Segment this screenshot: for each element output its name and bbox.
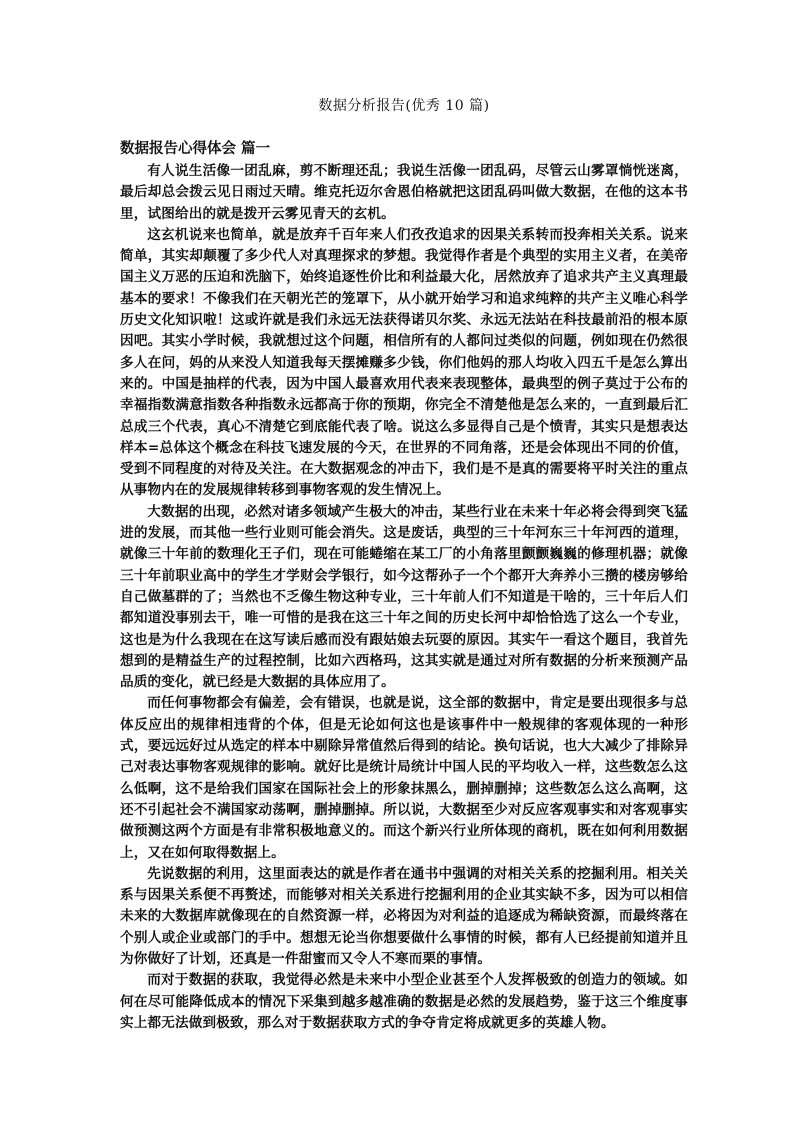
- document-page: [120, 96, 688, 1034]
- paragraph-4: 而任何事物都会有偏差，会有错误，也就是说，这全部的数据中，肯定是要出现很多与总体反应出的规律相违背的个体，但是无论如何这也是该事件中一般规律的客观体现的一种形式，要远远好过从选定的样本中剔除异常值然后得到的结论。换句话说，也大大减少了排除异己对表达事物客观规律的影响。就好比是统计局统计中国人民的平均收入一样，这些数怎么这么低啊，这不是给我们国家在国际社会上的形象抹黑么，删掉删掉；这些数怎么这么高啊，这还不引起社会不满国家动荡啊，删掉删掉。所以说，大数据至少对反应客观事实和对客观事实做预测这两个方面是有非常积极地意义的。而这个新兴行业所体现的商机，既在如何利用数据上，又在如何取得数据上。: [120, 695, 688, 861]
- paragraph-6: 而对于数据的获取，我觉得必然是未来中小型企业甚至个人发挥极致的创造力的领域。如何在尽可能降低成本的情况下采集到越多越准确的数据是必然的发展趋势，鉴于这三个维度事实上都无法做到极致，那么对于数据获取方式的争夺肯定将成就更多的英雄人物。: [120, 972, 688, 1031]
- document-title: 数据分析报告(优秀 10 篇): [318, 98, 490, 114]
- paragraph-3: 大数据的出现，必然对诸多领域产生极大的冲击，某些行业在未来十年必将会得到突飞猛进的发展，而其他一些行业则可能会消失。这是废话，典型的三十年河东三十年河西的道理，就像三十年前的数理化王子们，现在可能蜷缩在某工厂的小角落里颤颤巍巍的修理机器；就像三十年前职业高中的学生才学财会学银行，如今这帮孙子一个个都开大奔养小三攒的楼房够给自己做墓群的了；当然也不乏像生物这种专业，三十年前人们不知道是干啥的，三十年后人们都知道没事别去干，唯一可惜的是我在这三十年之间的历史长河中却恰恰选了这么一个专业，这也是为什么我现在在这写读后感而没有跟姑娘去玩耍的原因。其实午一看这个题目，我首先想到的是精益生产的过程控制，比如六西格玛，这其实就是通过对所有数据的分析来预测产品品质的变化，就已经是大数据的具体应用了。: [120, 503, 688, 691]
- paragraph-1: 有人说生活像一团乱麻，剪不断理还乱；我说生活像一团乱码，尽管云山雾罩惝恍迷离，最后却总会拨云见日雨过天晴。维克托迈尔舍恩伯格就把这团乱码叫做大数据，在他的这本书里，试图给出的就是拨开云雾见青天的玄机。: [120, 163, 688, 222]
- paragraph-2: 这玄机说来也简单，就是放弃千百年来人们孜孜追求的因果关系转而投奔相关关系。说来简单，其实却颠覆了多少代人对真理探求的梦想。我觉得作者是个典型的实用主义者，在美帝国主义万恶的压迫和洗脑下，始终追逐性价比和利益最大化，居然放弃了追求共产主义真理最基本的要求！不像我们在天朝光芒的笼罩下，从小就开始学习和追求纯粹的共产主义唯心科学历史文化知识啦！这或许就是我们永远无法获得诺贝尔奖、永远无法站在科技最前沿的根本原因吧。其实小学时候，我就想过这个问题，相信所有的人都问过类似的问题，例如现在仍然很多人在问，妈的从来没人知道我每天摆摊赚多少钱，你们他妈的那人均收入四五千是怎么算出来的。中国是抽样的代表，因为中国人最喜欢用代表来表现整体，最典型的例子莫过于公布的幸福指数满意指数各种指数永远都高于你的预期，你完全不清楚他是怎么来的，一直到最后汇总成三个代表，真心不清楚它到底能代表了啥。说这么多显得自己是个愤青，其实只是想表达样本=总体这个概念在科技飞速发展的今天，在世界的不同角落，还是会体现出不同的价值，受到不同程度的对待及关注。在大数据观念的冲击下，我们是不是真的需要将平时关注的重点从事物内在的发展规律转移到事物客观的发生情况上。: [120, 226, 688, 499]
- paragraph-5: 先说数据的利用，这里面表达的就是作者在通书中强调的对相关关系的挖掘利用。相关关系与因果关系便不再赘述，而能够对相关关系进行挖掘利用的企业其实缺不多，因为可以相信未来的大数据库就像现在的自然资源一样，必将因为对利益的追逐成为稀缺资源，而最终落在个别人或企业或部门的手中。想想无论当你想要做什么事情的时候，都有人已经提前知道并且为你做好了计划，还真是一件甜蜜而又令人不寒而栗的事情。: [120, 865, 688, 967]
- section-heading: 数据报告心得体会 篇一: [120, 140, 271, 157]
